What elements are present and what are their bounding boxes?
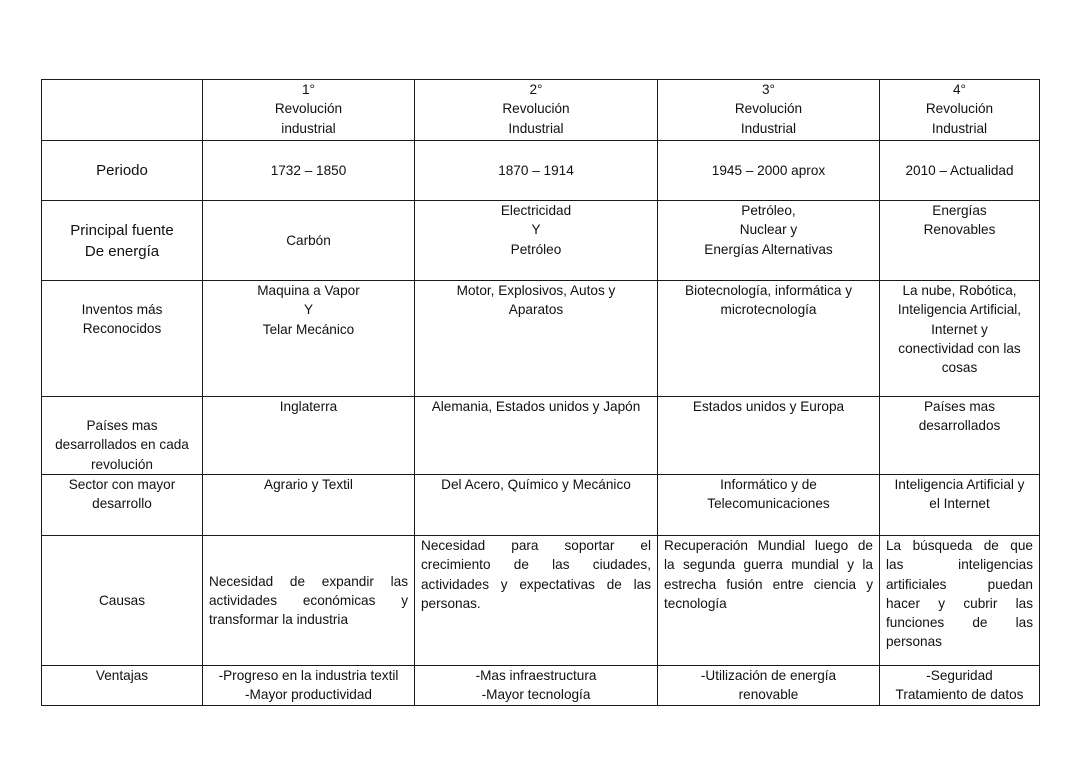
header-cell-revolution-1 bbox=[203, 80, 415, 141]
cell-line: actividades económicas y bbox=[209, 592, 408, 608]
cell-line: Inteligencia Artificial, bbox=[897, 302, 1022, 318]
header-ordinal: 2° bbox=[529, 82, 543, 97]
cell-energy-3 bbox=[658, 201, 880, 281]
table-row-inventions bbox=[42, 281, 1040, 397]
cell-inventions-3 bbox=[658, 281, 880, 397]
cell-line: Necesidad para soportar el bbox=[421, 538, 651, 553]
header-title: Revolución bbox=[925, 101, 994, 117]
cell-line: Países mas bbox=[923, 399, 995, 414]
cell-countries-1 bbox=[203, 397, 415, 475]
row-label-line: Inventos más bbox=[81, 302, 163, 317]
cell-line: Energías bbox=[932, 203, 987, 218]
cell-line: Biotecnología, informática y bbox=[685, 283, 852, 298]
cell-countries-3 bbox=[658, 397, 880, 475]
table-row-causes bbox=[42, 536, 1040, 666]
row-label-line: Reconocidos bbox=[82, 321, 162, 337]
header-cell-revolution-2 bbox=[415, 80, 658, 141]
cell-line: -Utilización de energía bbox=[700, 668, 837, 683]
cell-line: Alemania, Estados unidos y Japón bbox=[431, 399, 641, 414]
cell-line: tecnología bbox=[664, 595, 727, 611]
cell-line: -Mayor tecnología bbox=[481, 687, 591, 703]
cell-line: La búsqueda de que bbox=[886, 538, 1033, 553]
header-ordinal: 3° bbox=[762, 82, 775, 97]
row-label-line: Sector con mayor bbox=[68, 477, 176, 492]
header-ordinal: 1° bbox=[302, 82, 315, 97]
cell-period-3: 1945 – 2000 aprox bbox=[658, 141, 880, 201]
cell-line: la segunda guerra mundial y la bbox=[664, 557, 873, 573]
header-subtitle: Industrial bbox=[508, 120, 564, 136]
header-title: Revolución bbox=[734, 101, 803, 117]
cell-line: conectividad con las bbox=[898, 340, 1021, 356]
cell-line: Y bbox=[531, 222, 541, 238]
cell-advantages-4 bbox=[880, 666, 1040, 706]
cell-line: artificiales puedan bbox=[886, 576, 1033, 592]
cell-line: Internet y bbox=[931, 321, 988, 337]
header-ordinal: 4° bbox=[953, 82, 966, 97]
row-label-countries bbox=[42, 397, 203, 475]
cell-countries-4 bbox=[880, 397, 1040, 475]
cell-inventions-4 bbox=[880, 281, 1040, 397]
cell-line: Telar Mecánico bbox=[262, 321, 355, 337]
cell-line: Nuclear y bbox=[739, 222, 798, 238]
cell-period-1: 1732 – 1850 bbox=[203, 141, 415, 201]
row-label-line: revolución bbox=[91, 456, 153, 472]
cell-line: desarrollados bbox=[918, 418, 1001, 434]
cell-inventions-1 bbox=[203, 281, 415, 397]
cell-line: funciones de las bbox=[886, 615, 1033, 631]
row-label-line: Países mas bbox=[86, 418, 158, 434]
cell-line: -Seguridad bbox=[926, 668, 993, 683]
cell-line: las inteligencias bbox=[886, 557, 1033, 573]
header-subtitle: Industrial bbox=[740, 120, 797, 136]
cell-line: Agrario y Textil bbox=[264, 477, 353, 492]
row-label-advantages: Ventajas bbox=[42, 666, 203, 706]
cell-line: Estados unidos y Europa bbox=[692, 399, 845, 414]
cell-line: La nube, Robótica, bbox=[902, 283, 1017, 298]
cell-line: renovable bbox=[738, 687, 799, 703]
cell-line: personas bbox=[886, 634, 942, 650]
header-cell-revolution-3 bbox=[658, 80, 880, 141]
industrial-revolutions-table bbox=[41, 79, 1040, 706]
cell-causes-4 bbox=[880, 536, 1040, 666]
cell-line: Y bbox=[303, 302, 314, 318]
cell-sector-2 bbox=[415, 475, 658, 536]
cell-inventions-2 bbox=[415, 281, 658, 397]
cell-line: Petróleo bbox=[510, 241, 562, 257]
cell-line: el Internet bbox=[929, 496, 990, 512]
row-label-line: desarrollo bbox=[92, 496, 152, 512]
cell-period-2: 1870 – 1914 bbox=[415, 141, 658, 201]
cell-countries-2 bbox=[415, 397, 658, 475]
row-label-line: desarrollados en cada bbox=[55, 437, 189, 453]
header-subtitle: Industrial bbox=[931, 120, 988, 136]
cell-sector-1 bbox=[203, 475, 415, 536]
cell-line: Electricidad bbox=[500, 203, 572, 218]
cell-sector-4 bbox=[880, 475, 1040, 536]
row-label-sector bbox=[42, 475, 203, 536]
cell-line: Inglaterra bbox=[279, 399, 338, 414]
row-label-line: Principal fuente bbox=[70, 221, 174, 239]
cell-line: Motor, Explosivos, Autos y bbox=[456, 283, 616, 298]
row-label-energy bbox=[42, 201, 203, 281]
cell-energy-4 bbox=[880, 201, 1040, 281]
row-label-line: De energía bbox=[84, 242, 160, 260]
cell-line: Maquina a Vapor bbox=[257, 283, 360, 298]
cell-causes-1 bbox=[203, 536, 415, 666]
table-row-sector bbox=[42, 475, 1040, 536]
row-label-inventions bbox=[42, 281, 203, 397]
cell-line: Aparatos bbox=[508, 302, 564, 318]
cell-causes-3 bbox=[658, 536, 880, 666]
table-row-advantages bbox=[42, 666, 1040, 706]
table-header-row bbox=[42, 80, 1040, 141]
table-row-countries bbox=[42, 397, 1040, 475]
cell-causes-2 bbox=[415, 536, 658, 666]
cell-period-4: 2010 – Actualidad bbox=[880, 141, 1040, 201]
cell-line: -Progreso en la industria textil bbox=[218, 668, 399, 683]
cell-line: Informático y de bbox=[720, 477, 817, 492]
header-title: Revolución bbox=[502, 101, 570, 117]
cell-line: crecimiento de las ciudades, bbox=[421, 557, 651, 573]
row-label-period: Periodo bbox=[42, 141, 203, 201]
cell-line: Inteligencia Artificial y bbox=[894, 477, 1025, 492]
header-subtitle: industrial bbox=[281, 120, 336, 136]
cell-advantages-3 bbox=[658, 666, 880, 706]
cell-line: -Mayor productividad bbox=[245, 687, 372, 703]
cell-line: estrecha fusión entre ciencia y bbox=[664, 576, 873, 592]
cell-line: Telecomunicaciones bbox=[707, 496, 830, 512]
cell-energy-1 bbox=[203, 201, 415, 281]
cell-line: actividades y expectativas de las bbox=[421, 576, 651, 592]
row-label-causes: Causas bbox=[42, 536, 203, 666]
cell-sector-3 bbox=[658, 475, 880, 536]
header-cell-revolution-4 bbox=[880, 80, 1040, 141]
cell-line: Energías Alternativas bbox=[704, 241, 833, 257]
cell-line: transformar la industria bbox=[209, 612, 349, 628]
cell-line: hacer y cubrir las bbox=[886, 595, 1033, 611]
cell-line: microtecnología bbox=[720, 302, 817, 318]
cell-line: Recuperación Mundial luego de bbox=[664, 538, 873, 553]
cell-line: -Mas infraestructura bbox=[475, 668, 597, 683]
cell-line: cosas bbox=[941, 360, 978, 376]
header-title: Revolución bbox=[274, 101, 343, 117]
cell-line: Necesidad de expandir las bbox=[209, 573, 408, 589]
cell-line: Tratamiento de datos bbox=[895, 687, 1024, 703]
header-corner-cell bbox=[42, 80, 203, 141]
table-row-period bbox=[42, 141, 1040, 201]
cell-advantages-2 bbox=[415, 666, 658, 706]
cell-energy-2 bbox=[415, 201, 658, 281]
cell-line: Carbón bbox=[286, 232, 331, 248]
cell-line: personas. bbox=[421, 595, 481, 611]
table-row-energy bbox=[42, 201, 1040, 281]
cell-line: Petróleo, bbox=[741, 203, 796, 218]
cell-line: Renovables bbox=[923, 222, 996, 238]
cell-advantages-1 bbox=[203, 666, 415, 706]
cell-line: Del Acero, Químico y Mecánico bbox=[441, 477, 631, 492]
